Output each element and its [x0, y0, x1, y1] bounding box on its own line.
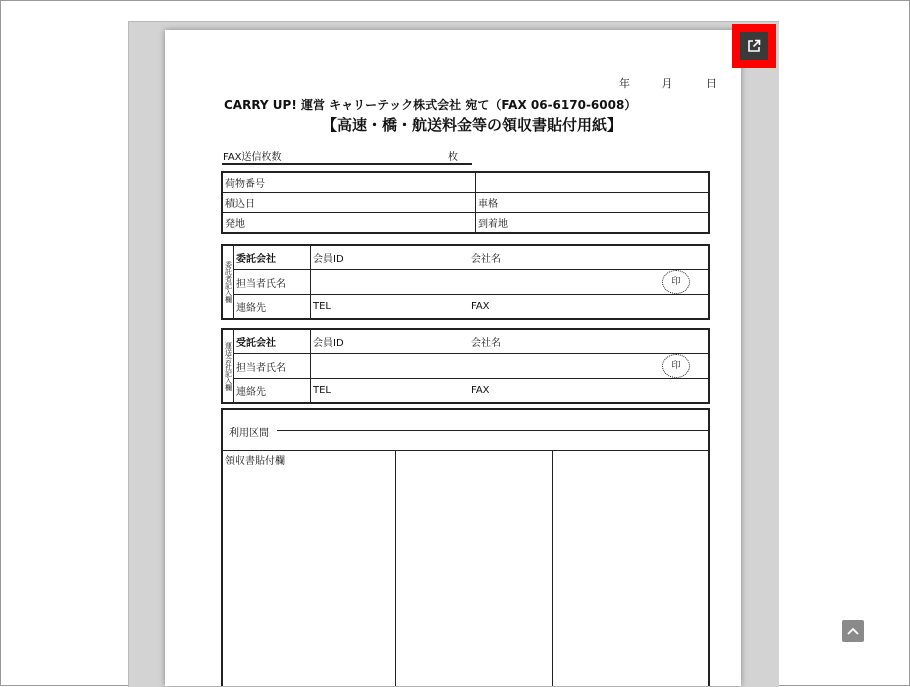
cargo-number-label: 荷物番号 [222, 172, 476, 193]
table-row [222, 172, 709, 193]
chevron-up-icon [847, 627, 859, 635]
table-row [222, 193, 709, 213]
consignor-tel-label: TEL [311, 295, 470, 320]
consignor-company-label: 委託会社 [234, 245, 311, 270]
table-row [222, 379, 709, 404]
consignor-table [221, 244, 710, 320]
carrier-seal: 印 [662, 354, 690, 378]
fax-count-label: FAX送信枚数 [223, 152, 282, 163]
table-row [222, 245, 709, 270]
vehicle-type-label: 車格 [476, 193, 710, 213]
cargo-number-value [476, 172, 710, 193]
receipt-attach-area [221, 450, 710, 686]
carrier-contact-person-value [311, 354, 710, 379]
document-title: 【高速・橋・航送料金等の領収書貼付用紙】 [322, 116, 623, 134]
loading-date-label: 積込日 [222, 193, 476, 213]
consignor-contact-label: 連絡先 [234, 295, 311, 320]
popout-button[interactable] [740, 32, 768, 60]
shipment-table [221, 171, 710, 234]
carrier-tel-label: TEL [311, 379, 470, 404]
route-label: 利用区間 [229, 428, 269, 439]
table-row [222, 354, 709, 379]
date-day-label: 日 [706, 77, 717, 90]
table-row [222, 329, 709, 354]
receipt-column-divider [552, 450, 553, 686]
carrier-fax-label: FAX [469, 379, 709, 404]
carrier-member-id-label: 会員ID [311, 329, 470, 354]
carrier-contact-label: 連絡先 [234, 379, 311, 404]
consignor-vertical-label: 委託者記入欄 [222, 245, 234, 319]
consignor-contact-person-value [311, 270, 710, 295]
addressee-line: CARRY UP! 運営 キャリーテック株式会社 宛て（FAX 06-6170-6008） [224, 98, 637, 112]
fax-count-unit: 枚 [448, 152, 458, 163]
receipt-label: 領収書貼付欄 [225, 456, 285, 467]
carrier-vertical-label: 運送会社記入欄 [222, 329, 234, 403]
open-in-new-icon [747, 39, 761, 53]
destination-label: 到着地 [476, 213, 710, 234]
consignor-member-id-label: 会員ID [311, 245, 470, 270]
consignor-company-name-label: 会社名 [469, 245, 709, 270]
consignor-contact-person-label: 担当者氏名 [234, 270, 311, 295]
consignor-fax-label: FAX [469, 295, 709, 320]
carrier-contact-person-label: 担当者氏名 [234, 354, 311, 379]
carrier-company-name-label: 会社名 [469, 329, 709, 354]
table-row [222, 213, 709, 234]
route-section [221, 408, 710, 451]
consignor-seal: 印 [662, 270, 690, 294]
date-year-label: 年 [619, 77, 630, 90]
fax-count-field [222, 147, 472, 165]
carrier-company-label: 受託会社 [234, 329, 311, 354]
table-row [222, 270, 709, 295]
receipt-column-divider [395, 450, 396, 686]
route-rule [277, 430, 708, 431]
popout-highlight-box [732, 24, 776, 68]
origin-label: 発地 [222, 213, 476, 234]
date-line [619, 75, 717, 91]
scroll-to-top-button[interactable] [842, 620, 864, 642]
table-row [222, 295, 709, 320]
carrier-table [221, 328, 710, 404]
date-month-label: 月 [661, 77, 673, 90]
